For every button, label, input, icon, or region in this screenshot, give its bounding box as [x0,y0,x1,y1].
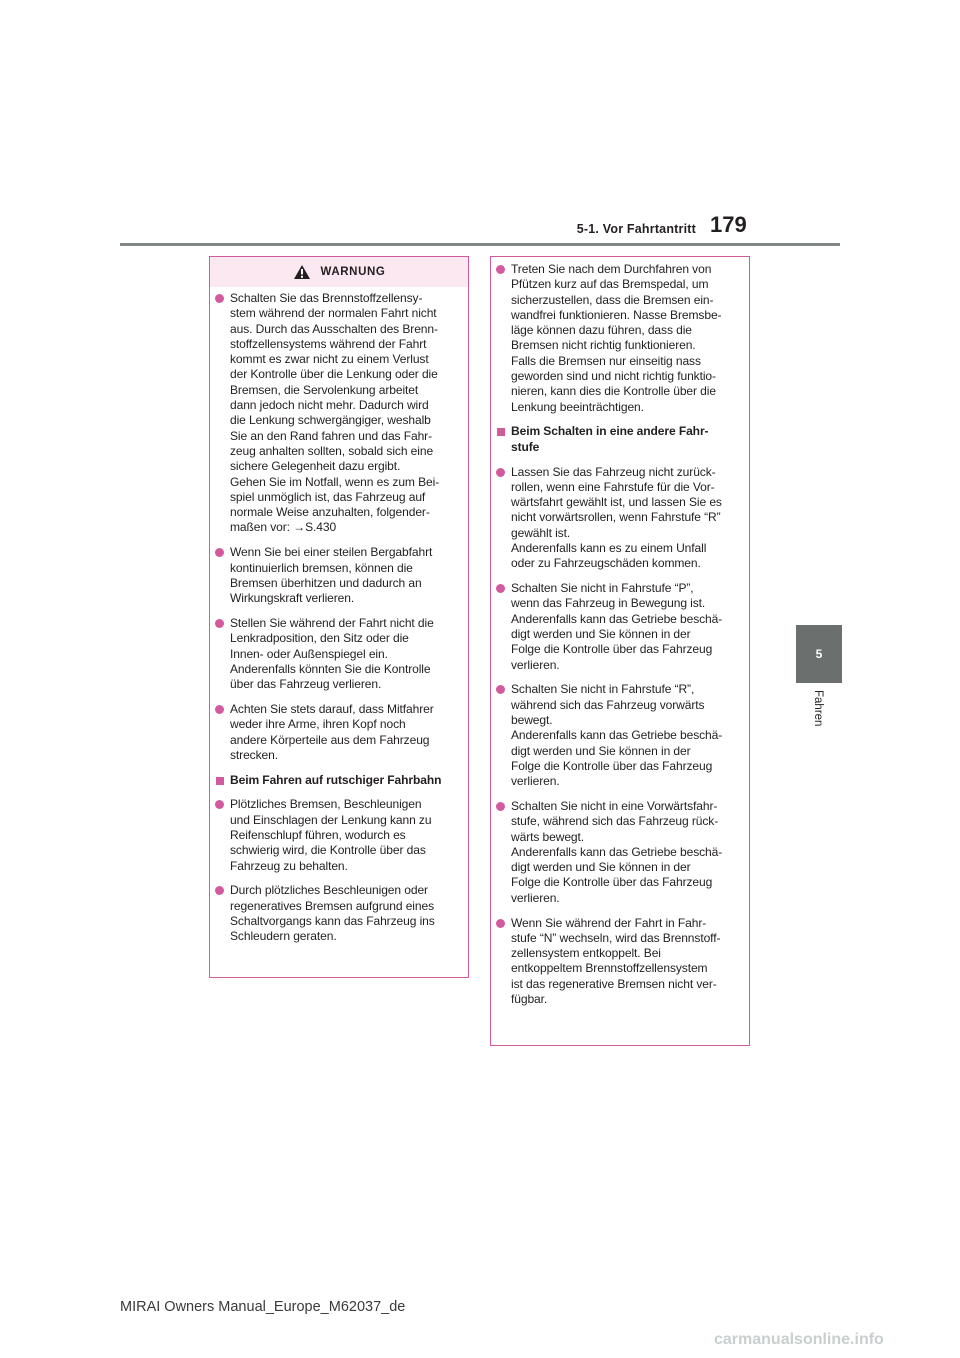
round-bullet-icon [496,265,505,274]
header-divider [120,243,840,246]
item-text: Schalten Sie nicht in eine Vorwärtsfahr- stufe, während sich das Fahrzeug rück- wärts bewegt. Anderenfalls kann das Getriebe beschä- digt werden und Sie können in der Folge die Kontrolle über das Fahrzeug verlieren. [511,799,723,905]
item-text: Lassen Sie das Fahrzeug nicht zurück- rollen, wenn eine Fahrstufe für die Vor- wärtsfahrt gewählt ist, und lassen Sie es nicht vorwärtsrollen, wenn Fahrstufe “R” gewählt ist. Anderenfalls kann es zu einem Unfall oder zu Fahrzeugschäden kommen. [511,464,722,571]
watermark: carmanualsonline.info [714,1331,884,1348]
warning-box-left [209,256,469,978]
item-text: Schalten Sie nicht in Fahrstufe “R”, während sich das Fahrzeug vorwärts bewegt. Anderenfalls kann das Getriebe beschä- digt werden und Sie können in der Folge die Kontrolle über das Fahrzeug verlieren. [511,682,723,789]
warning-item [215,545,460,606]
warning-item [496,682,741,789]
item-text: Plötzliches Bremsen, Beschleunigen und Einschlagen der Lenkung kann zu Reifenschlupf führen, wodurch es schwierig wird, die Kontrolle über das Fahrzeug zu behalten. [230,797,432,873]
round-bullet-icon [496,584,505,593]
page-number: 179 [710,212,747,237]
warning-item [215,702,460,763]
item-text: Wenn Sie während der Fahrt in Fahr- stufe “N” wechseln, wird das Brennstoff- zellensystem entkoppelt. Bei entkoppeltem Brennstoffzellensystem ist das regenerative Bremsen nicht ver- fügbar. [511,915,721,1007]
warning-content-left [210,287,468,945]
warning-item [496,581,741,673]
warning-title: WARNUNG [320,266,386,278]
item-text: Treten Sie nach dem Durchfahren von Pfützen kurz auf das Bremspedal, um sicherzustellen, dass die Bremsen ein- wandfrei funktionieren. Nasse Bremsbe- läge können dazu führen, dass die Bremsen nicht richtig funktionieren. Falls die Bremsen nur einseitig nass geworden sind und nicht richtig funktio- nieren, kann dies die Kontrolle über die Lenkung beeinträchtigen. [511,262,722,414]
round-bullet-icon [215,548,224,557]
item-text: Stellen Sie während der Fahrt nicht die Lenkradposition, den Sitz oder die Innen- oder Außenspiegel ein. Anderenfalls könnten Sie die Kontrolle über das Fahrzeug verlieren. [230,615,434,692]
heading-text: Beim Fahren auf rutschiger Fahrbahn [230,772,442,787]
chapter-tab[interactable]: 5 [796,625,842,683]
warning-item [215,291,460,536]
footer-text: MIRAI Owners Manual_Europe_M62037_de [120,1299,406,1315]
round-bullet-icon [496,685,505,694]
warning-content-right [491,257,749,1007]
chapter-label: Fahren [812,690,824,727]
warning-item [496,916,741,1008]
square-bullet-icon [497,428,505,436]
warning-header [210,257,468,287]
warning-item [215,616,460,692]
warning-item [215,797,460,873]
heading-text: Beim Schalten in eine andere Fahr- stufe [511,424,709,454]
round-bullet-icon [496,468,505,477]
round-bullet-icon [496,919,505,928]
item-text: Schalten Sie das Brennstoffzellensy- stem während der normalen Fahrt nicht aus. Durch das Ausschalten des Brenn- stoffzellensystems während der Fahrt kommt es zwar nicht zu einem Verlust der Kontrolle über die Lenkung oder die Bremsen, die Servolenkung arbeitet dann jedoch nicht mehr. Dadurch wird die Lenkung schwergängiger, weshalb Sie an den Rand fahren und das Fahr- zeug anhalten sollten, sobald sich eine sichere Gelegenheit dazu ergibt. Gehen Sie im Notfall, wenn es zum Bei- spiel unmöglich ist, das Fahrzeug auf normale Weise anzuhalten, folgender- maßen vor: →S.430 [230,291,440,535]
square-bullet-icon [216,777,224,785]
warning-triangle-icon [293,264,311,280]
warning-item [496,262,741,415]
warning-item [496,465,741,572]
section-heading [215,773,460,788]
round-bullet-icon [215,886,224,895]
round-bullet-icon [215,800,224,809]
round-bullet-icon [215,294,224,303]
item-text: Achten Sie stets darauf, dass Mitfahrer weder ihre Arme, ihren Kopf noch andere Körperteile aus dem Fahrzeug strecken. [230,701,434,762]
section-title: 5-1. Vor Fahrtantritt [576,222,696,236]
round-bullet-icon [215,619,224,628]
round-bullet-icon [496,802,505,811]
item-text: Schalten Sie nicht in Fahrstufe “P”, wenn das Fahrzeug in Bewegung ist. Anderenfalls kann das Getriebe beschä- digt werden und Sie können in der Folge die Kontrolle über das Fahrzeug verlieren. [511,581,723,672]
section-heading [496,424,741,455]
item-text: Durch plötzliches Beschleunigen oder regeneratives Bremsen aufgrund eines Schaltvorgangs kann das Fahrzeug ins Schleudern geraten. [230,883,435,944]
item-text: Wenn Sie bei einer steilen Bergabfahrt kontinuierlich bremsen, können die Bremsen überhitzen und dadurch an Wirkungskraft verlieren. [230,545,433,606]
warning-box-right [490,256,750,1046]
warning-item [215,883,460,944]
round-bullet-icon [215,705,224,714]
warning-item [496,799,741,906]
